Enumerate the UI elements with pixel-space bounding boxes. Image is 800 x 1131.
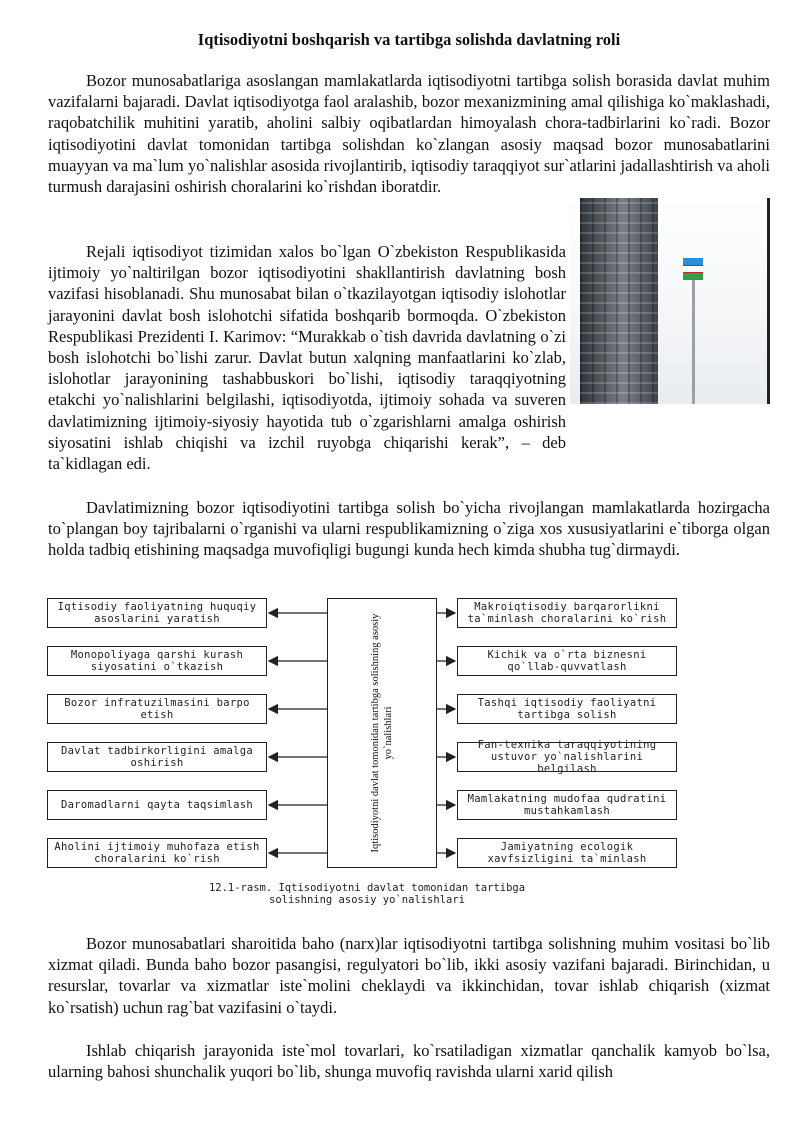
diagram-left-6: Aholini ijtimoiy muhofaza etish choralarini ko`rish: [47, 838, 267, 868]
paragraph-1: Bozor munosabatlariga asoslangan mamlakatlarda iqtisodiyotni tartibga solish borasida davlat muhim vazifalarni bajaradi. Davlat iqtisodiyotga faol aralashib, bozor mexanizmining amal qilishiga ko`maklashadi, raqobatchilik muhitini yaratib, aholini salbiy oqibatlardan himoyalash chora-tadbirlarini ko`radi. Bozor iqtisodiyotini davlat tomonidan tartibga solishdan ko`zlangan asosiy maqsad bozor munosabatlarini muayyan va ma`lum yo`nalishlar asosida rivojlantirib, iqtisodiy taraqqiyot sur`atlarini jadallashtirish va aholi turmush darajasini oshirish choralarini ko`rishdan iboratdir.: [48, 71, 770, 197]
diagram-center-box: [327, 598, 437, 868]
diagram-right-5: Mamlakatning mudofaa qudratini mustahkamlash: [457, 790, 677, 820]
page-title: Iqtisodiyotni boshqarish va tartibga solishda davlatning roli: [197, 30, 621, 49]
diagram-left-1: Iqtisodiy faoliyatning huquqiy asoslarini yaratish: [47, 598, 267, 628]
paragraph-4: Bozor munosabatlari sharoitida baho (narx)lar iqtisodiyotni tartibga solishning muhim vositasi bo`lib xizmat qiladi. Bunda baho bozor pasangisi, regulyatori bo`lib, ikki asosiy vazifani bajaradi. Birinchidan, u resurslar, tovarlar va xizmatlar iste`molini cheklaydi va ikkinchidan, tovar ishlab chiqarish (xizmat ko`rsatish) uchun rag`bat vazifasini o`taydi.: [48, 934, 770, 1017]
diagram-right-6: Jamiyatning ecologik xavfsizligini ta`minlash: [457, 838, 677, 868]
diagram-left-4: Davlat tadbirkorligini amalga oshirish: [47, 742, 267, 772]
diagram-center-label: Iqtisodiyotni davlat tomonidan tartibga solishning asosiy yo`nalishlari: [370, 613, 394, 853]
paragraph-5: Ishlab chiqarish jarayonida iste`mol tovarlari, ko`rsatiladigan xizmatlar qanchalik kamyob bo`lsa, ularning bahosi shunchalik yuqori bo`lib, shunga muvofiq ravishda ularni xarid qilish: [48, 1041, 770, 1082]
diagram-caption: 12.1-rasm. Iqtisodiyotni davlat tomonidan tartibga solishning asosiy yo`nalishlari: [208, 882, 526, 906]
photo-spacer: [570, 241, 772, 445]
diagram: [47, 598, 679, 908]
diagram-right-2: Kichik va o`rta biznesni qo`llab-quvvatlash: [457, 646, 677, 676]
diagram-left-2: Monopoliyaga qarshi kurash siyosatini o`tkazish: [47, 646, 267, 676]
diagram-left-3: Bozor infratuzilmasini barpo etish: [47, 694, 267, 724]
paragraph-3: Davlatimizning bozor iqtisodiyotini tartibga solish bo`yicha rivojlangan mamlakatlarda hozirgacha to`plangan boy tajribalarni o`rganishi va ularni respublikamizning o`ziga xos xususiyatlarini e`tiborga olgan holda tadbiq etishining maqsadga muvofiqligi bugungi kunda hech kimda shubha tug`dirmaydi.: [48, 498, 770, 560]
paragraph-2-wrap: [48, 241, 770, 474]
diagram-right-3: Tashqi iqtisodiy faoliyatni tartibga solish: [457, 694, 677, 724]
diagram-left-5: Daromadlarni qayta taqsimlash: [47, 790, 267, 820]
diagram-right-1: Makroiqtisodiy barqarorlikni ta`minlash choralarini ko`rish: [457, 598, 677, 628]
paragraph-2: Rejali iqtisodiyot tizimidan xalos bo`lgan O`zbekiston Respublikasida ijtimoiy yo`naltirilgan bozor iqtisodiyotini shakllantirish davlatning bosh vazifasi hisoblanadi. Shu munosabat bilan o`tkazilayotgan iqtisodiy islohotlar jarayonini davlat bosh islohotchi sifatida boshqarib bormoqda. O`zbekiston Respublikasi Prezidenti I. Karimov: “Murakkab o`tish davrida davlatning o`zi bosh islohotchi bo`lishi zarur. Davlat butun xalqning manfaatlarini ko`zlab, islohotlar jarayonining tashabbuskori bo`lishi, iqtisodiy taraqqiyotning etakchi yo`nalishlarini belgilashi, iqtisodiyotda, ijtimoiy sohada va suveren davlatimizning ijtimoiy-siyosiy hayotida tub o`zgarishlarni amalga oshirish siyosatini ishlab chiqishi va izchil ruyobga chiqarishi kerak”, – deb ta`kidlagan edi.: [48, 242, 566, 474]
diagram-right-4: Fan-texnika taraqqiyotining ustuvor yo`nalishlarini belgilash: [457, 742, 677, 772]
